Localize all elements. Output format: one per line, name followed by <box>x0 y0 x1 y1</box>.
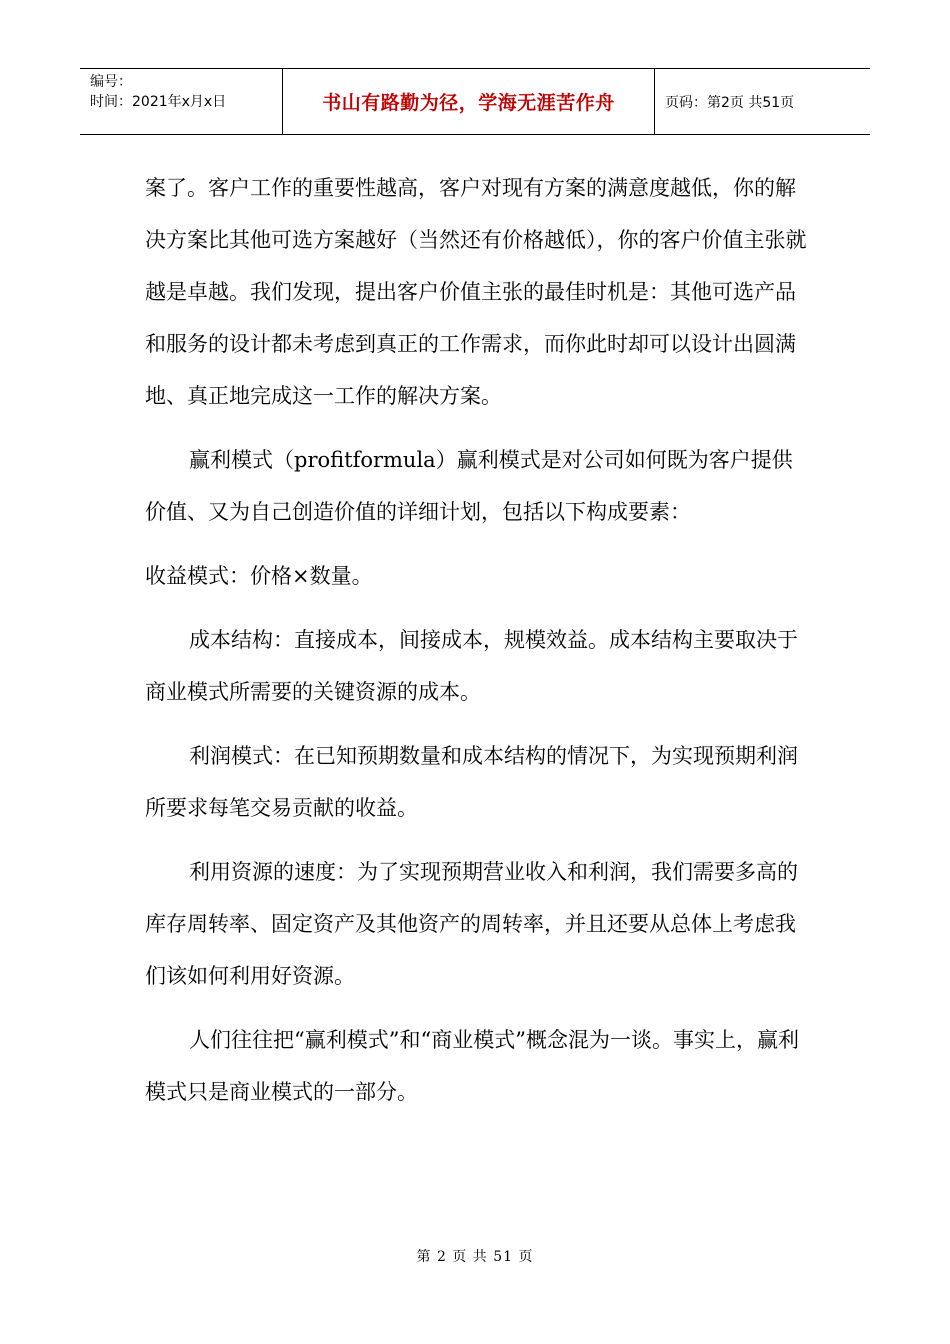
header-meta <box>80 69 283 134</box>
paragraph: 利润模式：在已知预期数量和成本结构的情况下，为实现预期利润所要求每笔交易贡献的收益。 <box>145 744 798 820</box>
document-number-label: 编号： <box>90 74 132 90</box>
paragraph: 成本结构：直接成本，间接成本，规模效益。成本结构主要取决于商业模式所需要的关键资源的成本。 <box>145 628 798 704</box>
page-footer: 第 2 页 共 51 页 <box>416 1249 534 1265</box>
paragraph: 赢利模式（profitformula）赢利模式是对公司如何既为客户提供价值、又为自己创造价值的详细计划，包括以下构成要素： <box>145 448 793 524</box>
paragraph: 案了。客户工作的重要性越高，客户对现有方案的满意度越低，你的解决方案比其他可选方案越好（当然还有价格越低），你的客户价值主张就越是卓越。我们发现，提出客户价值主张的最佳时机是：其他可选产品和服务的设计都未考虑到真正的工作需求，而你此时却可以设计出圆满地、真正地完成这一工作的解决方案。 <box>145 176 807 408</box>
header-motto: 书山有路勤为径，学海无涯苦作舟 <box>283 69 655 134</box>
paragraph: 人们往往把“赢利模式”和“商业模式”概念混为一谈。事实上，赢利模式只是商业模式的一部分。 <box>145 1028 799 1104</box>
document-date: 时间：2021年x月x日 <box>90 94 227 110</box>
page-header <box>80 68 870 135</box>
paragraph: 收益模式：价格×数量。 <box>145 564 373 588</box>
document-body <box>145 162 810 1118</box>
header-page-code: 页码：第2页 共51页 <box>665 94 795 111</box>
paragraph: 利用资源的速度：为了实现预期营业收入和利润，我们需要多高的库存周转率、固定资产及其他资产的周转率，并且还要从总体上考虑我们该如何利用好资源。 <box>145 860 798 988</box>
